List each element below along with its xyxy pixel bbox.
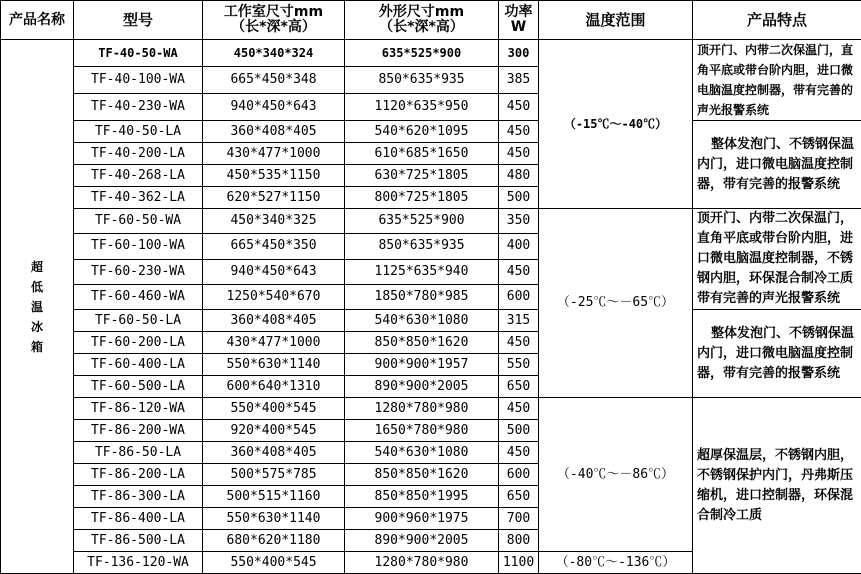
model-cell: TF-86-400-LA	[74, 508, 203, 530]
outer-size-cell: 900*960*1975	[345, 508, 499, 530]
inner-size-cell: 680*620*1180	[203, 530, 345, 552]
inner-size-cell: 550*400*545	[203, 552, 345, 574]
outer-size-cell: 850*850*1620	[345, 332, 499, 354]
header-features: 产品特点	[693, 1, 861, 40]
power-cell: 480	[499, 165, 539, 187]
outer-size-cell: 1650*780*980	[345, 420, 499, 442]
model-cell: TF-60-500-LA	[74, 376, 203, 398]
model-cell: TF-60-460-WA	[74, 284, 203, 309]
outer-size-cell: 540*620*1095	[345, 121, 499, 143]
outer-size-cell: 635*525*900	[345, 209, 499, 234]
outer-size-cell: 900*900*1957	[345, 354, 499, 376]
features-cell: 整体发泡门、不锈钢保温内门，进口微电脑温度控制器，带有完善的报警系统	[693, 121, 861, 209]
model-cell: TF-86-50-LA	[74, 442, 203, 464]
power-cell: 350	[499, 209, 539, 234]
outer-size-cell: 1125*635*940	[345, 259, 499, 284]
outer-size-cell: 850*850*1995	[345, 486, 499, 508]
model-cell: TF-60-50-WA	[74, 209, 203, 234]
features-cell: 超厚保温层，不锈钢内胆，不锈钢保护内门，丹弗斯压缩机，进口控制器，环保混合制冷工质	[693, 398, 861, 574]
header-inner-size	[203, 1, 345, 40]
outer-size-cell: 610*685*1650	[345, 143, 499, 165]
inner-size-cell: 600*640*1310	[203, 376, 345, 398]
outer-size-cell: 1120*635*950	[345, 94, 499, 121]
header-outer-size-line1: 外形尺寸mm	[379, 4, 464, 20]
inner-size-cell: 430*477*1000	[203, 143, 345, 165]
header-row	[1, 1, 861, 40]
outer-size-cell: 540*630*1080	[345, 310, 499, 332]
table-row	[1, 121, 861, 143]
outer-size-cell: 800*725*1805	[345, 187, 499, 209]
model-cell: TF-86-200-WA	[74, 420, 203, 442]
inner-size-cell: 500*515*1160	[203, 486, 345, 508]
power-cell: 385	[499, 67, 539, 94]
model-cell: TF-40-230-WA	[74, 94, 203, 121]
outer-size-cell: 630*725*1805	[345, 165, 499, 187]
inner-size-cell: 665*450*348	[203, 67, 345, 94]
category-cell: 超低温冰箱	[1, 40, 74, 574]
temp-range-cell: （-40℃～－86℃）	[539, 398, 693, 552]
table-row	[1, 310, 861, 332]
power-cell: 600	[499, 284, 539, 309]
model-cell: TF-136-120-WA	[74, 552, 203, 574]
power-cell: 500	[499, 420, 539, 442]
outer-size-cell: 890*900*2005	[345, 376, 499, 398]
model-cell: TF-40-50-WA	[74, 40, 203, 67]
power-cell: 450	[499, 442, 539, 464]
power-cell: 400	[499, 234, 539, 259]
model-cell: TF-60-100-WA	[74, 234, 203, 259]
power-cell: 300	[499, 40, 539, 67]
outer-size-cell: 635*525*900	[345, 40, 499, 67]
temp-range-cell: （-25℃～－65℃）	[539, 209, 693, 398]
header-temp-range: 温度范围	[539, 1, 693, 40]
inner-size-cell: 1250*540*670	[203, 284, 345, 309]
model-cell: TF-60-400-LA	[74, 354, 203, 376]
power-cell: 700	[499, 508, 539, 530]
outer-size-cell: 890*900*2005	[345, 530, 499, 552]
header-inner-size-line1: 工作室尺寸mm	[224, 4, 323, 20]
power-cell: 1100	[499, 552, 539, 574]
power-cell: 450	[499, 94, 539, 121]
outer-size-cell: 850*635*935	[345, 67, 499, 94]
outer-size-cell: 850*635*935	[345, 234, 499, 259]
table-row	[1, 398, 861, 420]
features-cell: 顶开门、内带二次保温门，直角平底或带台阶内胆，进口微电脑温度控制器，带有完善的声光报警系统	[693, 40, 861, 121]
header-power-line1: 功率	[505, 4, 533, 20]
inner-size-cell: 500*575*785	[203, 464, 345, 486]
model-cell: TF-60-50-LA	[74, 310, 203, 332]
power-cell: 800	[499, 530, 539, 552]
temp-range-cell: （-80℃～-136℃）	[539, 552, 693, 574]
model-cell: TF-40-362-LA	[74, 187, 203, 209]
outer-size-cell: 540*630*1080	[345, 442, 499, 464]
temp-range-cell: （-15℃～-40℃）	[539, 40, 693, 209]
outer-size-cell: 850*850*1620	[345, 464, 499, 486]
features-cell: 整体发泡门、不锈钢保温内门，进口微电脑温度控制器，带有完善的报警系统	[693, 310, 861, 398]
inner-size-cell: 450*340*325	[203, 209, 345, 234]
outer-size-cell: 1280*780*980	[345, 398, 499, 420]
header-model: 型号	[74, 1, 203, 40]
power-cell: 550	[499, 354, 539, 376]
header-power-line2: W	[511, 19, 526, 35]
inner-size-cell: 450*340*324	[203, 40, 345, 67]
header-category: 产品名称	[1, 1, 74, 40]
header-outer-size-line2: （长*深*高）	[379, 19, 464, 35]
model-cell: TF-60-200-LA	[74, 332, 203, 354]
inner-size-cell: 940*450*643	[203, 94, 345, 121]
model-cell: TF-86-120-WA	[74, 398, 203, 420]
inner-size-cell: 550*630*1140	[203, 508, 345, 530]
inner-size-cell: 360*408*405	[203, 310, 345, 332]
inner-size-cell: 550*630*1140	[203, 354, 345, 376]
power-cell: 450	[499, 398, 539, 420]
table-row	[1, 209, 861, 234]
features-cell: 顶开门、内带二次保温门，直角平底或带台阶内胆，进口微电脑温度控制器，不锈钢内胆，环保混合制冷工质带有完善的声光报警系统	[693, 209, 861, 310]
power-cell: 650	[499, 486, 539, 508]
header-power	[499, 1, 539, 40]
model-cell: TF-40-50-LA	[74, 121, 203, 143]
model-cell: TF-86-200-LA	[74, 464, 203, 486]
inner-size-cell: 430*477*1000	[203, 332, 345, 354]
power-cell: 450	[499, 259, 539, 284]
power-cell: 450	[499, 121, 539, 143]
inner-size-cell: 920*400*545	[203, 420, 345, 442]
model-cell: TF-40-100-WA	[74, 67, 203, 94]
power-cell: 500	[499, 187, 539, 209]
inner-size-cell: 940*450*643	[203, 259, 345, 284]
power-cell: 450	[499, 143, 539, 165]
inner-size-cell: 620*527*1150	[203, 187, 345, 209]
inner-size-cell: 360*408*405	[203, 442, 345, 464]
inner-size-cell: 550*400*545	[203, 398, 345, 420]
inner-size-cell: 665*450*350	[203, 234, 345, 259]
outer-size-cell: 1280*780*980	[345, 552, 499, 574]
inner-size-cell: 360*408*405	[203, 121, 345, 143]
header-outer-size	[345, 1, 499, 40]
model-cell: TF-40-200-LA	[74, 143, 203, 165]
power-cell: 650	[499, 376, 539, 398]
power-cell: 450	[499, 332, 539, 354]
header-inner-size-line2: （长*深*高）	[231, 19, 316, 35]
power-cell: 315	[499, 310, 539, 332]
model-cell: TF-60-230-WA	[74, 259, 203, 284]
inner-size-cell: 450*535*1150	[203, 165, 345, 187]
table-row	[1, 40, 861, 67]
model-cell: TF-86-500-LA	[74, 530, 203, 552]
outer-size-cell: 1850*780*985	[345, 284, 499, 309]
model-cell: TF-86-300-LA	[74, 486, 203, 508]
model-cell: TF-40-268-LA	[74, 165, 203, 187]
power-cell: 600	[499, 464, 539, 486]
